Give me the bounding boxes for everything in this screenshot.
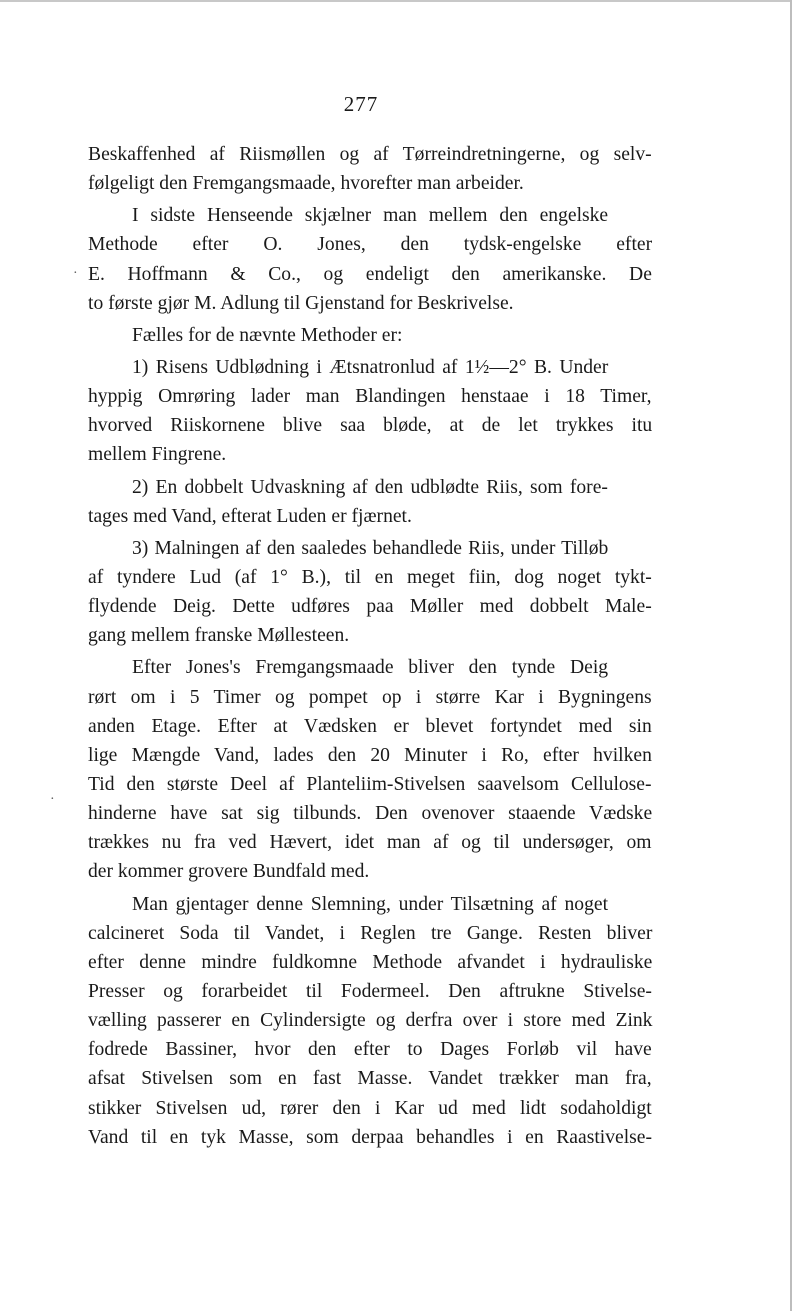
text-line: Methode efter O. Jones, den tydsk-engelske efter [88, 234, 653, 256]
body-text [88, 140, 652, 1152]
margin-speck: · [73, 266, 78, 281]
page-number: 277 [343, 92, 379, 116]
text-line: hyppig Omrøring lader man Blandingen henstaae i 18 Timer, [88, 386, 652, 408]
text-line: Efter Jones's Fremgangsmaade bliver den tynde Deig [132, 657, 609, 679]
scan-edge-top [0, 0, 792, 2]
text-line: tages med Vand, efterat Luden er fjærnet. [88, 505, 412, 527]
text-line: 2) En dobbelt Udvaskning af den udblødte Riis, som fore- [132, 476, 608, 498]
text-line: to første gjør M. Adlung til Gjenstand for Beskrivelse. [88, 292, 514, 314]
text-line: Beskaffenhed af Riismøllen og af Tørreindretningerne, og selv- [88, 144, 652, 165]
text-line: af tyndere Lud (af 1° B.), til en meget fiin, dog noget tykt- [88, 566, 652, 588]
text-line: E. Hoffmann & Co., og endeligt den amerikanske. De [88, 263, 652, 285]
text-line: anden Etage. Efter at Vædsken er blevet fortyndet med sin [88, 715, 652, 737]
text-line: vælling passerer en Cylindersigte og derfra over i store med Zink [88, 1010, 653, 1032]
text-line: mellem Fingrene. [88, 444, 227, 466]
text-line: hvorved Riiskornene blive saa bløde, at de let trykkes itu [88, 415, 653, 437]
text-line: rørt om i 5 Timer og pompet op i større Kar i Bygningens [88, 686, 652, 708]
text-line: Vand til en tyk Masse, som derpaa behandles i en Raastivelse- [88, 1126, 652, 1148]
text-line: flydende Deig. Dette udføres paa Møller med dobbelt Male- [88, 596, 652, 618]
text-line: 3) Malningen af den saaledes behandlede Riis, under Tilløb [132, 537, 609, 559]
text-line: Tid den største Deel af Planteliim-Stivelsen saavelsom Cellulose- [88, 773, 652, 795]
text-line: 1) Risens Udblødning i Ætsnatronlud af 1½—2° B. Under [132, 356, 609, 378]
text-line: afsat Stivelsen som en fast Masse. Vandet trækker man fra, [88, 1068, 652, 1090]
text-line: der kommer grovere Bundfald med. [88, 861, 370, 883]
text-line: Man gjentager denne Slemning, under Tilsætning af noget [132, 893, 609, 915]
margin-speck: · [50, 792, 55, 807]
text-line: følgeligt den Fremgangsmaade, hvorefter man arbeider. [88, 173, 524, 195]
text-line: Presser og forarbeidet til Fodermeel. Den aftrukne Stivelse- [88, 980, 652, 1002]
text-line: trækkes nu fra ved Hævert, idet man af og til undersøger, om [88, 832, 652, 854]
text-line: hinderne have sat sig tilbunds. Den ovenover staaende Vædske [88, 803, 653, 825]
text-line: I sidste Henseende skjælner man mellem den engelske [132, 205, 609, 227]
text-line: fodrede Bassiner, hvor den efter to Dages Forløb vil have [88, 1039, 652, 1061]
text-line: gang mellem franske Møllesteen. [88, 625, 350, 647]
text-line: Fælles for de nævnte Methoder er: [132, 324, 403, 346]
text-line: stikker Stivelsen ud, rører den i Kar ud med lidt sodaholdigt [88, 1097, 652, 1119]
text-line: efter denne mindre fuldkomne Methode afvandet i hydrauliske [88, 951, 653, 973]
text-line: lige Mængde Vand, lades den 20 Minuter i Ro, efter hvilken [88, 744, 652, 766]
text-line: calcineret Soda til Vandet, i Reglen tre Gange. Resten bliver [88, 922, 653, 944]
